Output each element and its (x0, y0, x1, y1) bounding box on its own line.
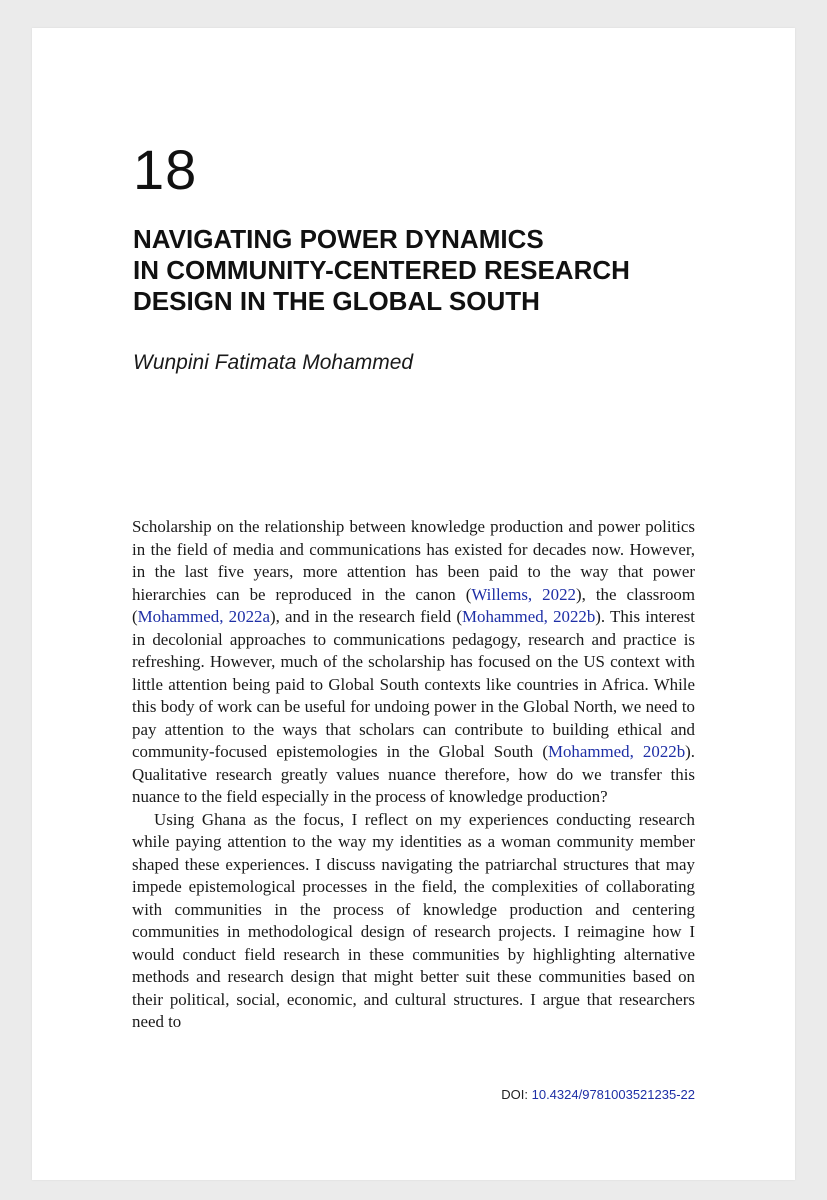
chapter-title-line: NAVIGATING POWER DYNAMICS (133, 224, 544, 254)
doi-link[interactable]: 10.4324/9781003521235-22 (531, 1087, 695, 1102)
citation-link-mohammed-2022b[interactable]: Mohammed, 2022b (462, 607, 596, 626)
citation-link-mohammed-2022b-second[interactable]: Mohammed, 2022b (547, 742, 686, 761)
chapter-number: 18 (133, 138, 198, 201)
paragraph-2: Using Ghana as the focus, I reflect on my experiences conducting research while paying attention to the way my identities as a woman community member shaped these experiences. I discuss navigating the patriarchal structures that may impede epistemological processes in the field, the complexities of collaborating with communities in the process of knowledge production and centering communities in methodological design of research projects. I reimagine how I would conduct field research in these communities by highlighting alternative methods and research design that might better suit these communities based on their political, social, economic, and cultural structures. I argue that researchers need to (132, 809, 695, 1031)
document-page (32, 28, 795, 1180)
chapter-title (133, 224, 733, 317)
doi-footer (501, 1087, 695, 1102)
citation-link-willems-2022[interactable]: Willems, 2022 (471, 584, 576, 604)
doi-label: DOI: (501, 1087, 532, 1102)
chapter-title-line: DESIGN IN THE GLOBAL SOUTH (133, 286, 540, 316)
paragraph-1: Scholarship on the relationship between knowledge production and power politics in the field of media and communications has existed for decades now. However, in the last five years, more attention has been paid to the way that power hierarchies can be reproduced in the canon (Willems, 2022), the classroom (Mohammed, 2022a), and in the research field (Mohammed, 2022b). This interest in decolonial approaches to communications pedagogy, research and practice is refreshing. However, much of the scholarship has focused on the US context with little attention being paid to Global South contexts like countries in Africa. While this body of work can be useful for undoing power in the Global North, we need to pay attention to the ways that scholars can contribute to building ethical and community-focused epistemologies in the Global South (Mohammed, 2022b). Qualitative research greatly values nuance therefore, how do we transfer this nuance to the field especially in the process of knowledge production? (132, 517, 696, 806)
citation-link-mohammed-2022a[interactable]: Mohammed, 2022a (137, 607, 270, 626)
author-name: Wunpini Fatimata Mohammed (133, 351, 414, 374)
body-text (132, 516, 695, 1034)
chapter-title-line: IN COMMUNITY-CENTERED RESEARCH (133, 255, 630, 285)
